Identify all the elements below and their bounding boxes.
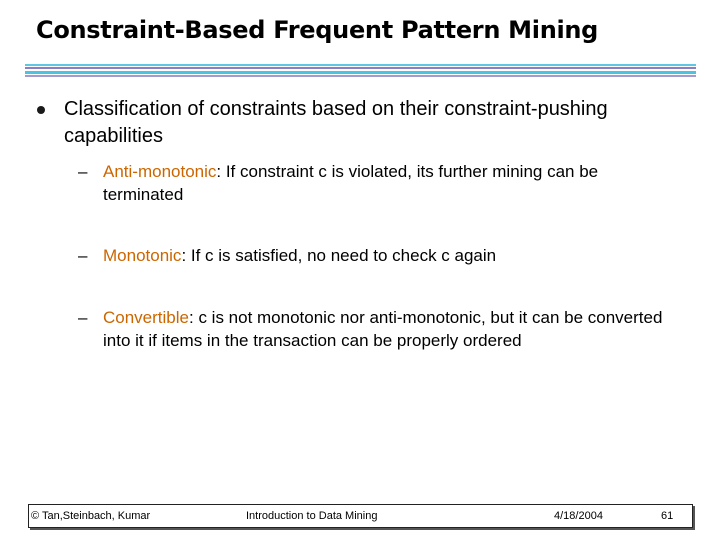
sub-item-text: : c is not monotonic nor anti-monotonic, but it can be converted into it if items in the transaction can be properly ordered: [103, 308, 663, 350]
main-bullet-text: Classification of constraints based on their constraint-pushing capabilities: [64, 98, 608, 147]
footer-copyright: © Tan,Steinbach, Kumar: [31, 510, 151, 522]
slide-footer: [28, 504, 693, 528]
footer-page-number: 61: [661, 510, 674, 522]
term-convertible: Convertible: [103, 308, 189, 327]
sub-item-body: [103, 160, 678, 206]
sub-item-text: : If c is satisfied, no need to check c again: [181, 246, 497, 265]
title-rule-1: [25, 64, 696, 66]
term-monotonic: Monotonic: [103, 246, 182, 265]
title-rule-4: [25, 75, 696, 77]
sub-item-body: [103, 244, 678, 267]
slide-title: Constraint-Based Frequent Pattern Mining: [36, 16, 599, 44]
sub-item-body: [103, 306, 678, 352]
sub-item-convertible: [78, 306, 678, 352]
sub-item-anti-monotonic: [78, 160, 678, 206]
sub-item-text: : If constraint c is violated, its further mining can be terminated: [103, 162, 599, 204]
footer-date: 4/18/2004: [554, 510, 603, 522]
dash-marker: –: [78, 162, 88, 181]
title-rule-3: [25, 71, 696, 74]
term-anti-monotonic: Anti-monotonic: [103, 162, 217, 181]
title-rule-2: [25, 67, 696, 69]
footer-course: Introduction to Data Mining: [246, 510, 378, 522]
bullet-dot-icon: [37, 106, 45, 114]
dash-marker: –: [78, 308, 88, 327]
sub-item-monotonic: [78, 244, 678, 267]
dash-marker: –: [78, 246, 88, 265]
